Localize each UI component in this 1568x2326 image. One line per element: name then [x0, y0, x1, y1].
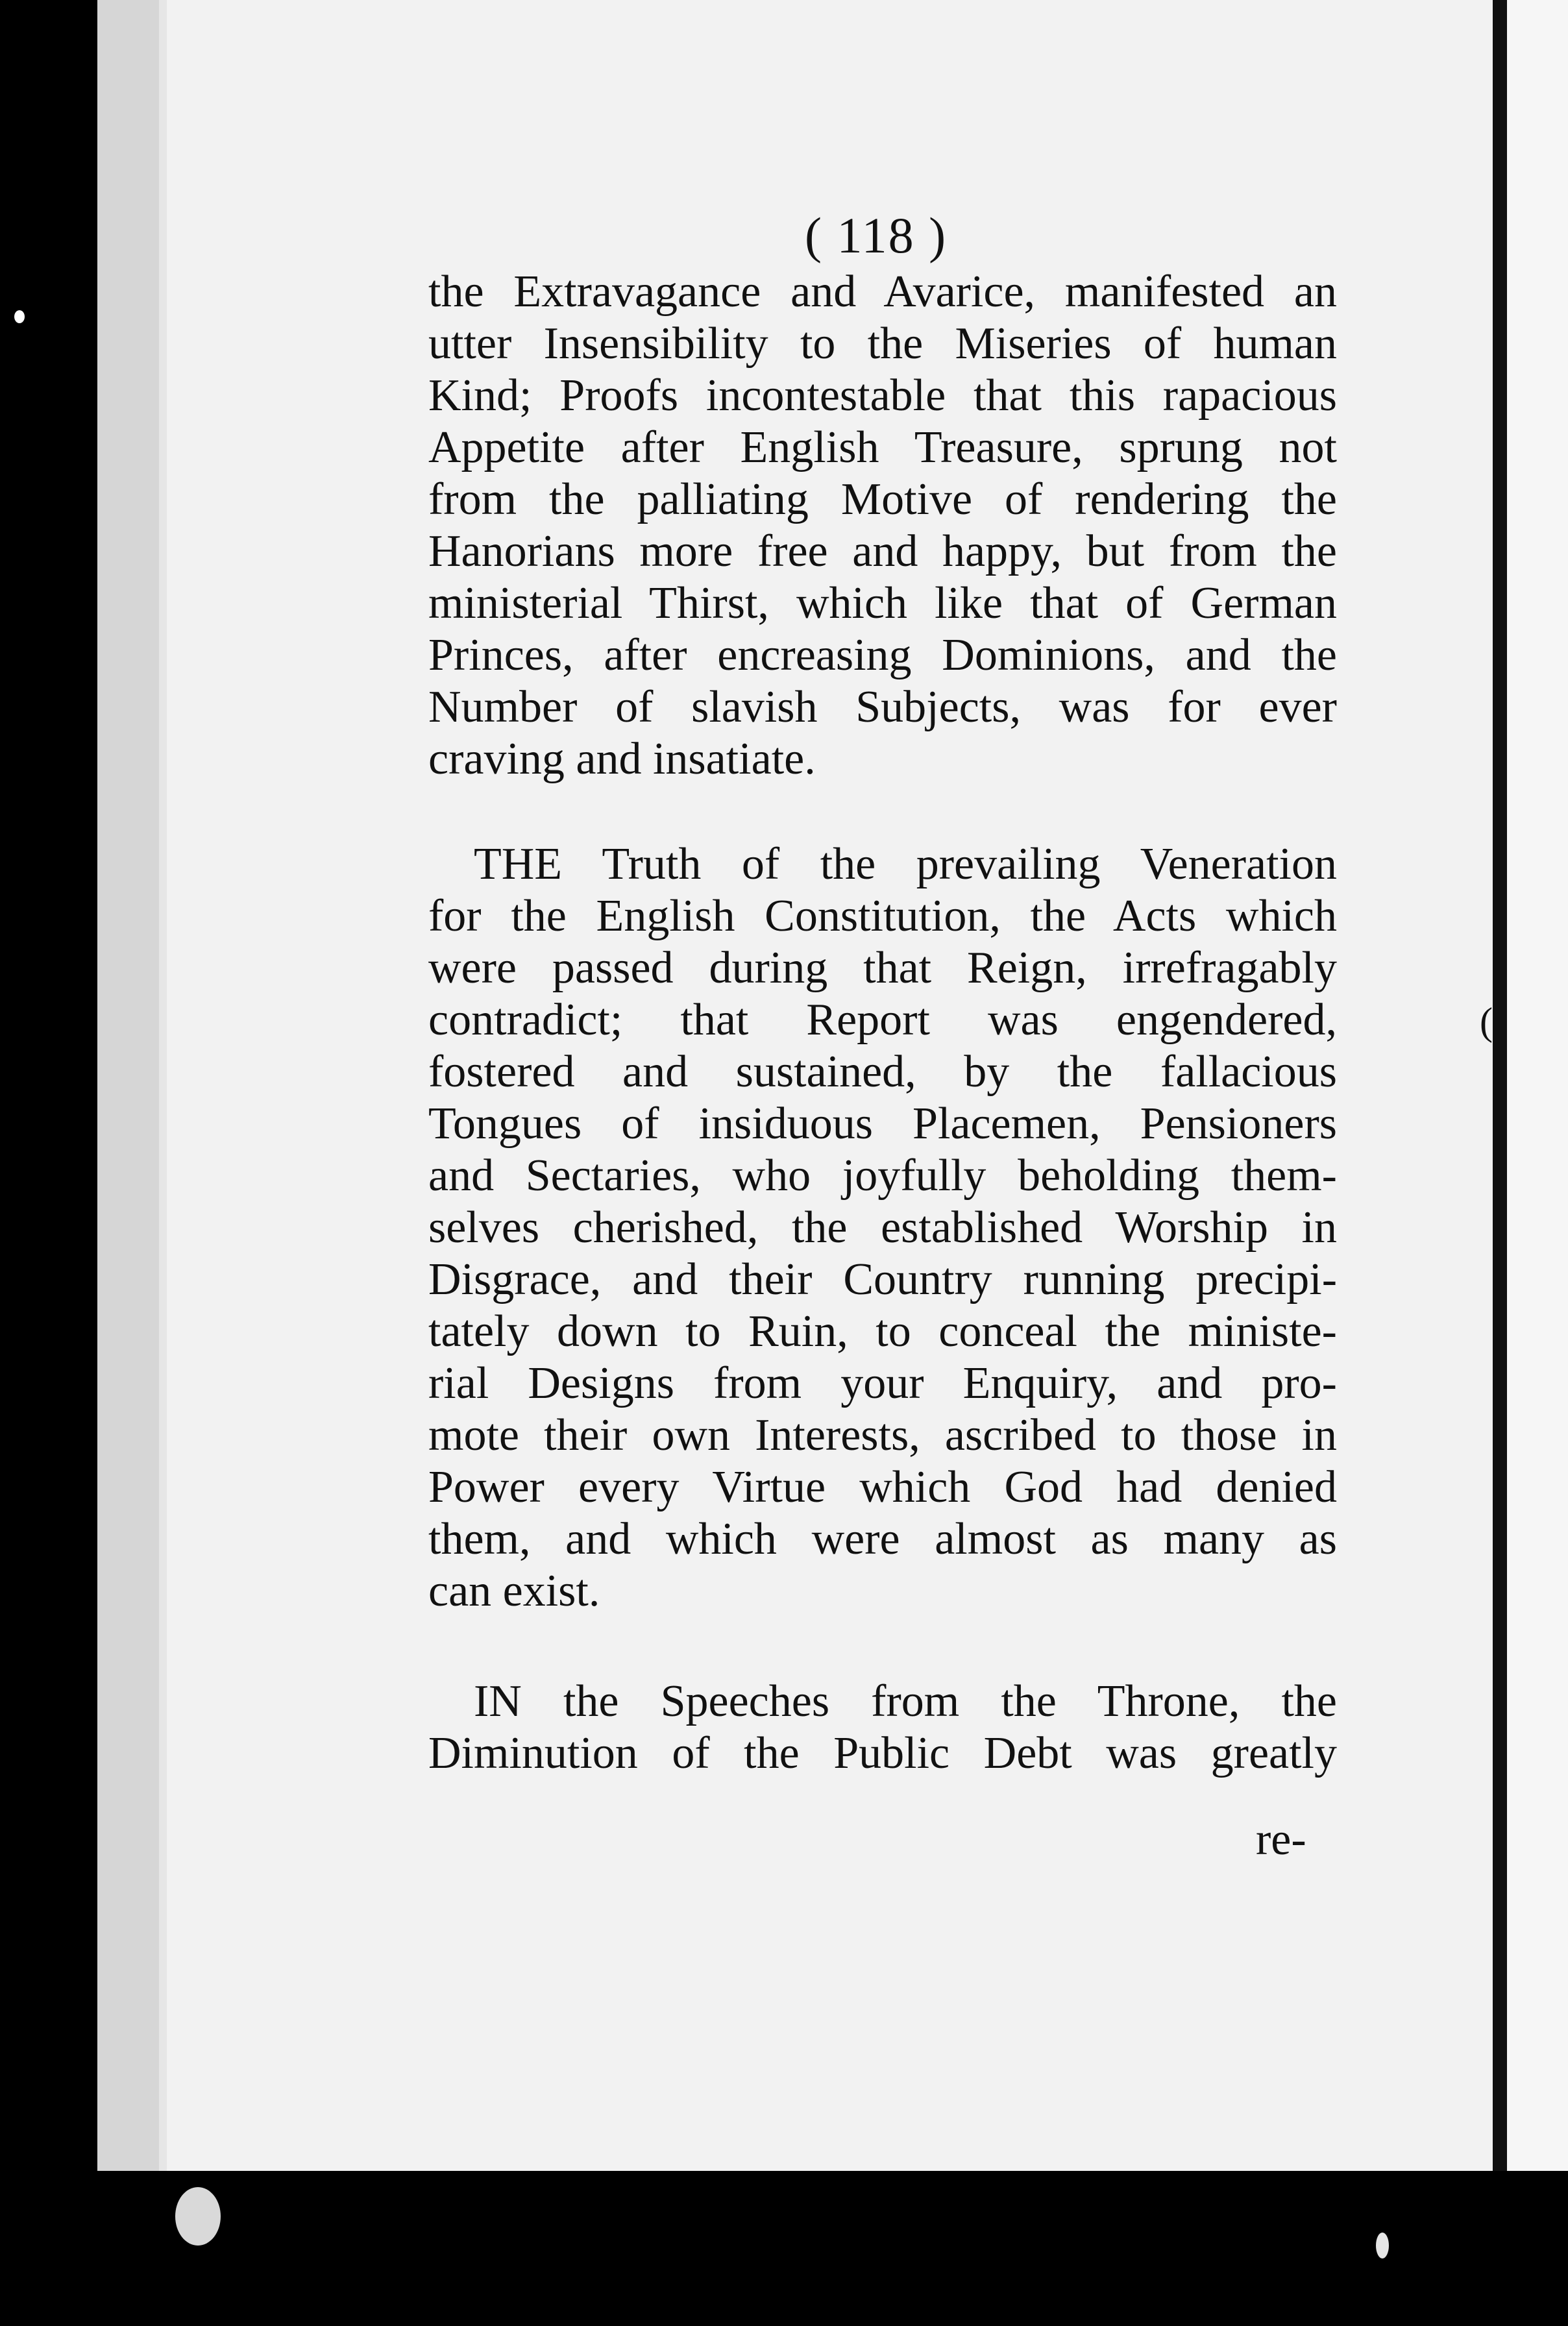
text-line: were passed during that Reign, irrefragably: [428, 943, 1337, 993]
paragraph-spacer: [428, 1617, 1337, 1676]
margin-mark-icon: (: [1480, 1000, 1493, 1043]
text-line: for the English Constitution, the Acts which: [428, 891, 1337, 941]
text-line: Hanorians more free and happy, but from the: [428, 526, 1337, 576]
scan-speck: [14, 310, 25, 323]
body-text: [428, 266, 1337, 1780]
text-line: THE Truth of the prevailing Veneration: [474, 839, 1337, 889]
text-line: and Sectaries, who joyfully beholding them-: [428, 1151, 1337, 1201]
text-line: craving and insatiate.: [428, 734, 816, 784]
text-line: selves cherished, the established Worship in: [428, 1203, 1337, 1253]
text-line: Disgrace, and their Country running precipi-: [428, 1255, 1337, 1304]
page-right-edge: [1493, 0, 1507, 2171]
text-line: utter Insensibility to the Miseries of human: [428, 319, 1337, 369]
text-line: IN the Speeches from the Throne, the: [474, 1676, 1337, 1726]
text-line: them, and which were almost as many as: [428, 1514, 1337, 1564]
text-line: ministerial Thirst, which like that of German: [428, 578, 1337, 628]
next-page-sliver: [1507, 0, 1568, 2171]
text-line: the Extravagance and Avarice, manifested an: [428, 267, 1337, 317]
page-gutter-shadow: [97, 0, 159, 2171]
text-line: Number of slavish Subjects, was for ever: [428, 682, 1337, 732]
scan-speck: [175, 2187, 221, 2246]
paragraph-spacer: [428, 785, 1337, 839]
paragraph-2: [428, 839, 1337, 1617]
text-line: can exist.: [428, 1566, 600, 1616]
text-line: Power every Virtue which God had denied: [428, 1462, 1337, 1512]
text-line: rial Designs from your Enquiry, and pro-: [428, 1358, 1337, 1408]
text-line: tately down to Ruin, to conceal the ministe-: [428, 1306, 1337, 1356]
paragraph-1: [428, 266, 1337, 785]
text-line: Diminution of the Public Debt was greatly: [428, 1728, 1337, 1778]
text-line: Princes, after encreasing Dominions, and the: [428, 630, 1337, 680]
text-line: fostered and sustained, by the fallacious: [428, 1047, 1337, 1097]
text-line: from the palliating Motive of rendering the: [428, 474, 1337, 524]
text-line: Tongues of insiduous Placemen, Pensioners: [428, 1099, 1337, 1149]
text-line: contradict; that Report was engendered,: [428, 995, 1337, 1045]
catchword: re-: [1256, 1815, 1306, 1865]
scan-speck: [1376, 2233, 1389, 2259]
page-number: ( 118 ): [805, 207, 948, 263]
text-line: Appetite after English Treasure, sprung not: [428, 422, 1337, 472]
text-line: mote their own Interests, ascribed to those in: [428, 1410, 1337, 1460]
paragraph-3: [428, 1676, 1337, 1780]
page-gutter-edge: [159, 0, 167, 2171]
text-line: Kind; Proofs incontestable that this rapacious: [428, 371, 1337, 421]
